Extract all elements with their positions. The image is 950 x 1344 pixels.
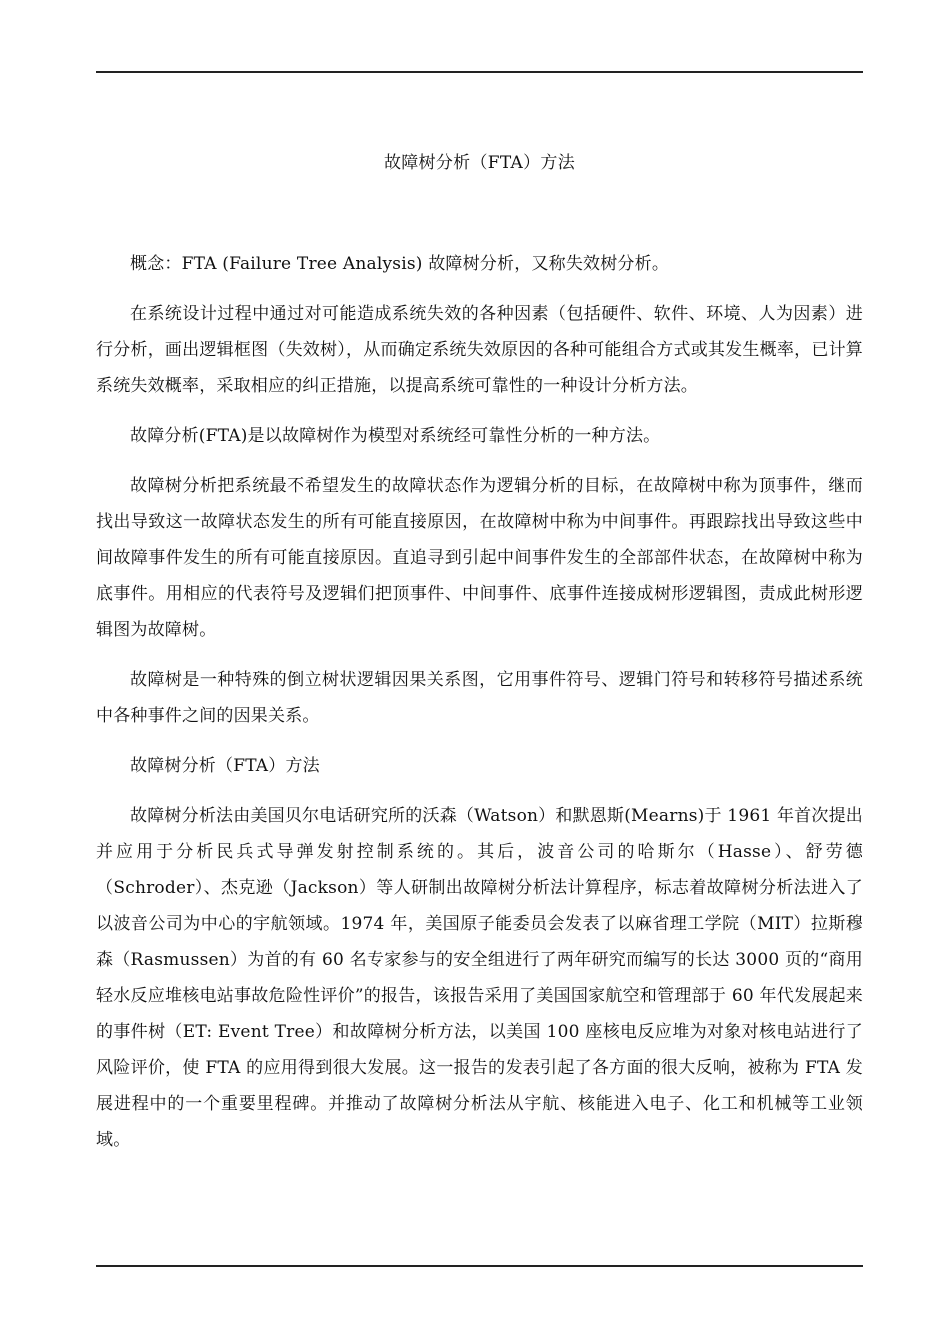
paragraph-tree-structure: 故障树分析把系统最不希望发生的故障状态作为逻辑分析的目标，在故障树中称为顶事件，继而找出导致这一故障状态发生的所有可能直接原因，在故障树中称为中间事件。再跟踪找出导致这些中间故障事件发生的所有可能直接原因。直追寻到引起中间事件发生的全部部件状态，在故障树中称为底事件。用相应的代表符号及逻辑们把顶事件、中间事件、底事件连接成树形逻辑图，责成此树形逻辑图为故障树。 xyxy=(96,476,863,640)
paragraph-fta-model: 故障分析(FTA)是以故障树作为模型对系统经可靠性分析的一种方法。 xyxy=(130,426,661,446)
paragraph-definition: 在系统设计过程中通过对可能造成系统失效的各种因素（包括硬件、软件、环境、人为因素）进行分析，画出逻辑框图（失效树），从而确定系统失效原因的各种可能组合方式或其发生概率，已计算系统失效概率，采取相应的纠正措施，以提高系统可靠性的一种设计分析方法。 xyxy=(96,304,863,396)
document-body xyxy=(96,246,863,1158)
section-heading: 故障树分析（FTA）方法 xyxy=(130,756,320,776)
page-title: 故障树分析（FTA）方法 xyxy=(383,153,576,173)
paragraph-tree-description: 故障树是一种特殊的倒立树状逻辑因果关系图，它用事件符号、逻辑门符号和转移符号描述系统中各种事件之间的因果关系。 xyxy=(96,670,863,726)
paragraph-history: 故障树分析法由美国贝尔电话研究所的沃森（Watson）和默恩斯(Mearns)于 1961 年首次提出并应用于分析民兵式导弹发射控制系统的。其后，波音公司的哈斯尔（Hasse）、舒劳德（Schroder）、杰克逊（Jackson）等人研制出故障树分析法计算程序，标志着故障树分析法进入了以波音公司为中心的宇航领域。1974 年，美国原子能委员会发表了以麻省理工学院（MIT）拉斯穆森（Rasmussen）为首的有 60 名专家参与的安全组进行了两年研究而编写的长达 3000 页的“商用轻水反应堆核电站事故危险性评价”的报告，该报告采用了美国国家航空和管理部于 60 年代发展起来的事件树（ET: Event Tree）和故障树分析方法，以美国 100 座核电反应堆为对象对核电站进行了风险评价，使 FTA 的应用得到很大发展。这一报告的发表引起了各方面的很大反响，被称为 FTA 发展进程中的一个重要里程碑。并推动了故障树分析法从宇航、核能进入电子、化工和机械等工业领域。 xyxy=(96,806,863,1150)
concept-paragraph: 概念：FTA (Failure Tree Analysis) 故障树分析，又称失效树分析。 xyxy=(130,254,670,274)
header-rule xyxy=(96,71,863,73)
footer-rule xyxy=(96,1265,863,1267)
